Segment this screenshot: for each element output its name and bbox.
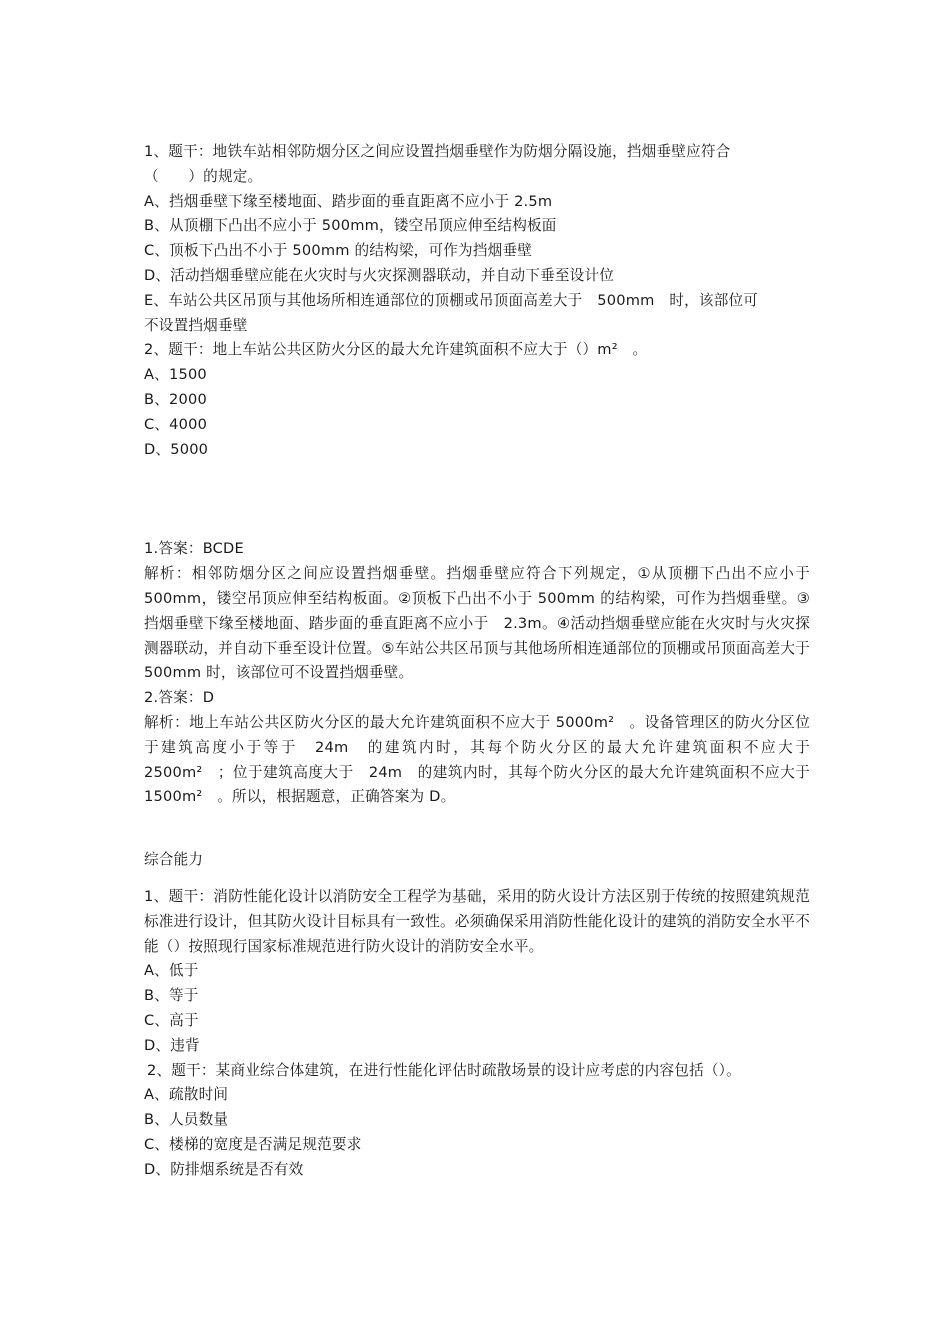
spacer (144, 873, 810, 885)
section-heading: 综合能力 (144, 851, 204, 869)
option-a: A、1500 (144, 366, 207, 384)
answer-2 (144, 686, 825, 810)
option-b: B、等于 (144, 987, 199, 1005)
option-d: D、5000 (144, 440, 209, 458)
question-stem: 2、题干：地上车站公共区防火分区的最大允许建筑面积不应大于（）m² 。 (144, 341, 648, 359)
section2-question-1 (144, 885, 810, 1059)
question-1 (144, 140, 810, 338)
spacer (144, 810, 810, 848)
answer-line: 1.答案：BCDE (144, 540, 244, 558)
option-a: A、低于 (144, 962, 199, 980)
document-page (144, 140, 825, 1182)
option-d: D、防排烟系统是否有效 (144, 1160, 304, 1178)
option-e: E、车站公共区吊顶与其他场所相连通部位的顶棚或吊顶面高差大于 500mm 时，该部位可 (144, 291, 759, 309)
option-a: A、挡烟垂壁下缘至楼地面、踏步面的垂直距离不应小于 2.5m (144, 192, 553, 210)
option-c: C、顶板下凸出不小于 500mm 的结构梁，可作为挡烟垂壁 (144, 242, 533, 260)
section2-question-2 (144, 1059, 810, 1183)
option-b: B、2000 (144, 390, 207, 408)
option-a: A、疏散时间 (144, 1086, 229, 1104)
option-b: B、从顶棚下凸出不应小于 500mm，镂空吊顶应伸至结构板面 (144, 217, 557, 235)
analysis-text: 解析：地上车站公共区防火分区的最大允许建筑面积不应大于 5000m² 。设备管理区的防火分区位于建筑高度小于等于 24m 的建筑内时，其每个防火分区的最大允许建筑面积不应大于 2500m² ；位于建筑高度大于 24m 的建筑内时，其每个防火分区的最大允许建筑面积不应大于 1500m² 。所以，根据题意，正确答案为 D。 (144, 713, 825, 806)
question-stem: 2、题干：某商业综合体建筑，在进行性能化评估时疏散场景的设计应考虑的内容包括（）。 (147, 1061, 741, 1079)
option-c: C、高于 (144, 1011, 199, 1029)
question-2 (144, 338, 810, 462)
spacer (144, 462, 810, 537)
option-e-cont: 不设置挡烟垂壁 (144, 316, 248, 334)
question-stem: 1、题干：消防性能化设计以消防安全工程学为基础，采用的防火设计方法区别于传统的按照建筑规范标准进行设计，但其防火设计目标具有一致性。必须确保采用消防性能化设计的建筑的消防安全水平不能（）按照现行国家标准规范进行防火设计的消防安全水平。 (144, 887, 810, 955)
option-d: D、违背 (144, 1036, 200, 1054)
question-stem-cont: （ ）的规定。 (144, 167, 263, 185)
option-b: B、人员数量 (144, 1111, 229, 1129)
option-c: C、楼梯的宽度是否满足规范要求 (144, 1135, 362, 1153)
analysis-text: 解析：相邻防烟分区之间应设置挡烟垂壁。挡烟垂壁应符合下列规定，①从顶棚下凸出不应小于 500mm，镂空吊顶应伸至结构板面。②顶板下凸出不小于 500mm 的结构梁，可作为挡烟垂壁。③挡烟垂壁下缘至楼地面、踏步面的垂直距离不应小于 2.3m。④活动挡烟垂壁应能在火灾时与火灾探测器联动，并自动下垂至设计位置。⑤车站公共区吊顶与其他场所相连通部位的顶棚或吊顶面高差大于 500mm 时，该部位可不设置挡烟垂壁。 (144, 565, 810, 682)
answer-line: 2.答案：D (144, 689, 215, 707)
question-stem: 1、题干：地铁车站相邻防烟分区之间应设置挡烟垂壁作为防烟分隔设施，挡烟垂壁应符合 (144, 143, 731, 160)
answer-1 (144, 537, 810, 686)
option-d: D、活动挡烟垂壁应能在火灾时与火灾探测器联动，并自动下垂至设计位 (144, 266, 615, 284)
option-c: C、4000 (144, 415, 208, 433)
